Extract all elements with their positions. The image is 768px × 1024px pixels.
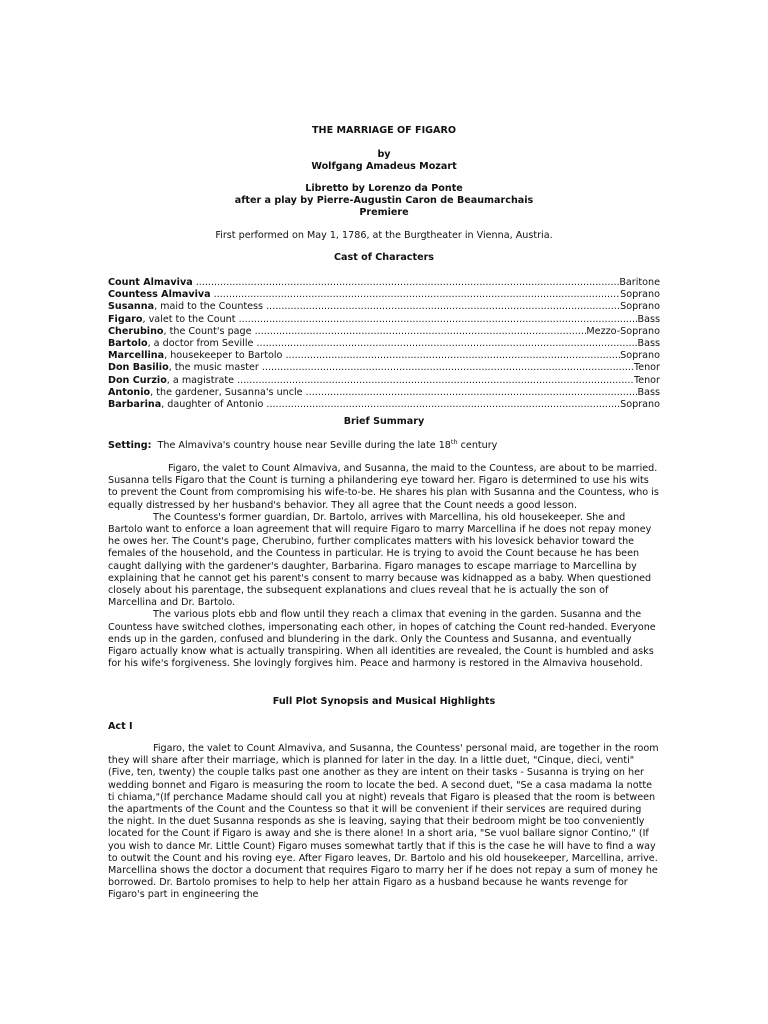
cast-row: [108, 301, 660, 313]
cast-voice: Soprano: [620, 301, 660, 313]
cast-row: [108, 289, 660, 301]
setting-text: The Almaviva's country house near Seville during the late 18: [157, 440, 451, 451]
setting-end: century: [457, 440, 498, 451]
cast-desc: , a doctor from Seville: [147, 337, 254, 349]
cast-heading: Cast of Characters: [333, 252, 435, 263]
summary-body: [108, 463, 660, 670]
synopsis-heading: Full Plot Synopsis and Musical Highlights: [272, 696, 496, 707]
cast-row: [108, 326, 660, 338]
cast-row: [108, 362, 660, 374]
act-heading: Act I: [108, 721, 133, 732]
summary-paragraph: The Countess's former guardian, Dr. Bartolo, arrives with Marcellina, his old housekeeper. She and Bartolo want to enforce a loan agreement that will require Figaro to marry Marcellina if he does not repay money he owes her. The Count's page, Cherubino, further complicates matters with his lovesick behavior toward the females of the household, and the Countess in particular. He is trying to avoid the Count because he has been caught dallying with the gardener's daughter, Barbarina. Figaro manages to escape marriage to Marcellina by explaining that he cannot get his parent's consent to marry because was kidnapped as a baby. When questioned closely about his parentage, the subsequent explanations and clues reveal that he is actually the son of Marcellina and Dr. Bartolo.: [108, 511, 652, 609]
composer-name: Wolfgang Amadeus Mozart: [311, 161, 457, 173]
cast-desc: , valet to the Count: [142, 313, 236, 325]
act-one-body: [108, 743, 660, 902]
premiere-label: Premiere: [359, 207, 409, 219]
summary-heading: Brief Summary: [343, 416, 425, 427]
cast-name: Marcellina: [108, 350, 165, 362]
summary-paragraph: Figaro, the valet to Count Almaviva, and Susanna, the maid to the Countess, are about to be married. Susanna tells Figaro that the Count is turning a philandering eye toward her. Figaro is determined to use his wits to prevent the Count from compromising his wife-to-be. He shares his plan with Susanna and the Countess, who is equally distressed by her husband's behavior. They all agree that the Count needs a good lesson.: [108, 463, 659, 511]
act-paragraph: Figaro, the valet to Count Almaviva, and Susanna, the Countess' personal maid, are together in the room they will share after their marriage, which is planned for later in the day. In a little duet, "Cinque, dieci, venti" (Five, ten, twenty) the couple talks past one another as they are intent on their tasks - Susanna is trying on her wedding bonnet and Figaro is measuring the room to locate the bed. A second duet, "Se a casa madama la notte ti chiama,"(If perchance Madame should call you at night) reveals that Figaro is pleased that the room is between the apartments of the Count and the Countess so that it will be convenient if their services are required during the night. In the duet Susanna responds as she is leaving, saying that their bedroom might be too conveniently located for the Count if Figaro is away and she is there alone! In a short aria, "Se vuol ballare signor Contino," (If you wish to dance Mr. Little Count) Figaro muses somewhat tartly that if this is the case he will have to find a way to outwit the Count and his roving eye. After Figaro leaves, Dr. Bartolo and his old housekeeper, Marcellina, arrive. Marcellina shows the doctor a document that requires Figaro to marry her if he does not repay a sum of money he borrowed. Dr. Bartolo promises to help to help her attain Figaro as a husband because he wants revenge for Figaro's part in engineering the: [108, 743, 659, 901]
cast-voice: Soprano: [620, 350, 660, 362]
cast-name: Don Curzio: [108, 374, 167, 386]
cast-row: [108, 277, 660, 289]
cast-voice: Bass: [637, 386, 660, 398]
cast-desc: , maid to the Countess: [154, 301, 264, 313]
cast-row: [108, 399, 660, 411]
cast-voice: Soprano: [620, 289, 660, 301]
cast-name: Countess Almaviva: [108, 289, 211, 301]
setting-label: Setting:: [108, 440, 152, 451]
cast-voice: Tenor: [633, 362, 660, 374]
cast-list: [108, 277, 660, 411]
cast-row: [108, 375, 660, 387]
cast-row: [108, 314, 660, 326]
cast-name: Antonio: [108, 386, 151, 398]
cast-desc: , the music master: [168, 362, 259, 374]
cast-name: Don Basilio: [108, 362, 169, 374]
by-line: [108, 149, 660, 173]
cast-voice: Mezzo-Soprano: [586, 325, 660, 337]
cast-voice: Baritone: [619, 277, 660, 288]
credits: [108, 183, 660, 220]
cast-name: Bartolo: [108, 337, 148, 349]
cast-row: [108, 387, 660, 399]
cast-row: [108, 338, 660, 350]
after-play-credit: after a play by Pierre-Augustin Caron de Beaumarchais: [234, 195, 534, 207]
summary-paragraph: The various plots ebb and flow until they reach a climax that evening in the garden. Susanna and the Countess have switched clothes, impersonating each other, in hopes of catching the Count red-handed. Everyone ends up in the garden, confused and blundering in the dark. Only the Countess and Susanna, and eventually Figaro actually know what is actually transpiring. When all identities are revealed, the Count is humbled and asks for his wife's forgiveness. She lovingly forgives him. Peace and harmony is restored in the Almaviva household.: [108, 609, 656, 670]
cast-name: Count Almaviva: [108, 277, 193, 288]
cast-desc: , the Count's page: [163, 325, 252, 337]
cast-desc: , the gardener, Susanna's uncle: [150, 386, 303, 398]
cast-voice: Soprano: [620, 398, 660, 410]
cast-name: Susanna: [108, 301, 155, 313]
cast-name: Barbarina: [108, 398, 162, 410]
cast-voice: Bass: [637, 337, 660, 349]
cast-desc: , a magistrate: [166, 374, 235, 386]
cast-desc: , daughter of Antonio: [161, 398, 264, 410]
cast-voice: Bass: [637, 313, 660, 325]
first-performed: First performed on May 1, 1786, at the Burgtheater in Vienna, Austria.: [215, 230, 553, 241]
by-label: by: [377, 149, 391, 160]
libretto-credit: Libretto by Lorenzo da Ponte: [305, 183, 463, 194]
opera-title: THE MARRIAGE OF FIGARO: [312, 125, 456, 136]
cast-desc: , housekeeper to Bartolo: [164, 350, 283, 362]
cast-voice: Tenor: [633, 374, 660, 386]
setting-line: [108, 437, 660, 452]
cast-name: Figaro: [108, 313, 143, 325]
setting-superscript: th: [450, 437, 458, 446]
cast-row: [108, 350, 660, 362]
cast-name: Cherubino: [108, 325, 164, 337]
